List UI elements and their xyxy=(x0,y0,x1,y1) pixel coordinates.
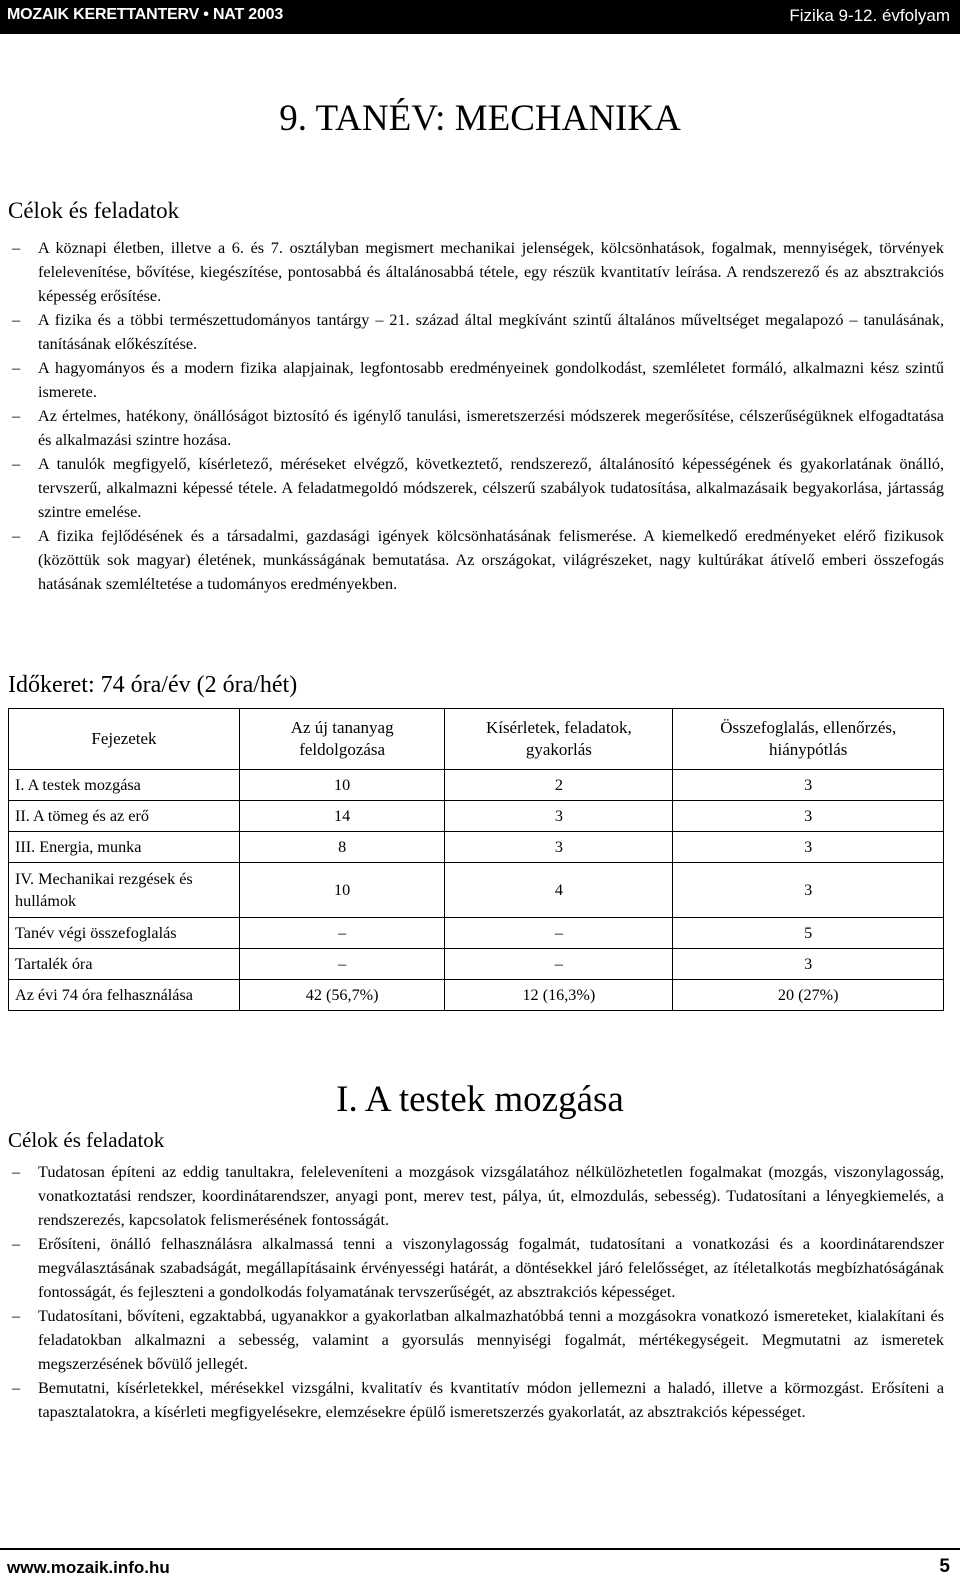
table-row xyxy=(9,801,944,832)
table-row xyxy=(9,863,944,918)
list-item-text: Bemutatni, kísérletekkel, mérésekkel vizsgálni, kvalitatív és kvantitatív módon jellemezni a haladó, illetve a körmozgást. Erősíteni a tapasztalatokra, a kísérleti megfigyelésekre, elemzésekre épülő ismeretszerzés gyakorlatát, az absztrakciós képességet. xyxy=(38,1379,944,1421)
table-header-row xyxy=(9,709,944,770)
page-footer xyxy=(0,1548,960,1586)
list-item xyxy=(10,404,944,452)
goals-list xyxy=(10,236,944,596)
table-cell: 10 xyxy=(240,770,445,801)
table-cell: 3 xyxy=(673,770,944,801)
table-cell: 3 xyxy=(673,949,944,980)
table-cell: Az évi 74 óra felhasználása xyxy=(9,980,240,1011)
hours-table xyxy=(8,708,944,1011)
section-heading-goals: Célok és feladatok xyxy=(8,1128,165,1152)
column-header: Kísérletek, feladatok, gyakorlás xyxy=(445,709,673,770)
chapter-title: 9. TANÉV: MECHANIKA xyxy=(279,98,681,139)
column-header: Az új tananyag feldolgozása xyxy=(240,709,445,770)
table-cell: I. A testek mozgása xyxy=(9,770,240,801)
list-item xyxy=(10,452,944,524)
table-row xyxy=(9,980,944,1011)
list-item-text: A tanulók megfigyelő, kísérletező, méréseket elvégző, következtető, rendszerező, általánosító képességének és gyakorlatának önálló, tervszerű, alkalmazni képessé tétele. A feladatmegoldó módszerek, célszerű szabályok tudatosítása, alkalmazásaik begyakorlása, jártasság szintre emelése. xyxy=(38,455,944,521)
table-row xyxy=(9,832,944,863)
table-row xyxy=(9,770,944,801)
timeframe-heading: Időkeret: 74 óra/év (2 óra/hét) xyxy=(8,672,298,698)
goals-list xyxy=(10,1160,944,1424)
list-item-text: A fizika fejlődésének és a társadalmi, gazdasági igények kölcsönhatásának felismerése. A kiemelkedő eredményeket elérő fizikusok (közöttük sok magyar) életének, munkásságának bemutatása. Az országokat, világrészeket, nagy kultúrákat átívelő emberi összefogás hatásának szemléltetése a tudományos eredményekben. xyxy=(38,527,944,593)
dash-bullet: – xyxy=(12,527,21,545)
column-header: Fejezetek xyxy=(9,709,240,770)
table-cell: – xyxy=(240,918,445,949)
running-header xyxy=(0,0,960,34)
table-cell: III. Energia, munka xyxy=(9,832,240,863)
table-cell: 20 (27%) xyxy=(673,980,944,1011)
table-cell: 10 xyxy=(240,863,445,918)
list-item xyxy=(10,1232,944,1304)
list-item-text: A fizika és a többi természettudományos tantárgy – 21. század által megkívánt szintű általános műveltséget megalapozó – tanulásának, tanításának előkészítése. xyxy=(38,311,944,353)
table-cell: 3 xyxy=(673,832,944,863)
dash-bullet: – xyxy=(12,1163,21,1181)
list-item-text: Tudatosítani, bővíteni, egzaktabbá, ugyanakkor a gyakorlatban alkalmazhatóbbá tenni a mozgásokra vonatkozó ismereteket, kialakítani és feladatokban alkalmazni a sebesség, valamint a gyorsulás mennyiségi fogalmát, mértékegységeit. Megmutatni az ismeretek megszerzésének bővülő jellegét. xyxy=(38,1307,944,1373)
table-cell: 3 xyxy=(673,801,944,832)
list-item xyxy=(10,1304,944,1376)
list-item-text: A hagyományos és a modern fizika alapjainak, legfontosabb eredményeinek gondolkodást, szemléletet formáló, alkalmazni kész szintű ismerete. xyxy=(38,359,944,401)
list-item xyxy=(10,524,944,596)
list-item-text: Az értelmes, hatékony, önállóságot biztosító és igénylő tanulási, ismeretszerzési módszerek megerősítése, célszerűségüknek elfogadtatása és alkalmazási szintre hozása. xyxy=(38,407,944,449)
table-cell: 3 xyxy=(445,832,673,863)
table-cell: II. A tömeg és az erő xyxy=(9,801,240,832)
table-cell: 2 xyxy=(445,770,673,801)
dash-bullet: – xyxy=(12,359,21,377)
dash-bullet: – xyxy=(12,407,21,425)
column-header: Összefoglalás, ellenőrzés, hiánypótlás xyxy=(673,709,944,770)
table-cell: 8 xyxy=(240,832,445,863)
table-row xyxy=(9,949,944,980)
footer-website: www.mozaik.info.hu xyxy=(7,1558,170,1577)
table-cell: Tanév végi összefoglalás xyxy=(9,918,240,949)
list-item xyxy=(10,1376,944,1424)
list-item-text: Erősíteni, önálló felhasználásra alkalmassá tenni a viszonylagosság fogalmát, tudatosítani a vonatkozási és a koordinátarendszer megválasztásának szabadságát, megállapításaink érvényességi határát, a döntésekkel járó felelősséget, az ítéletalkotás megbízhatóságának fontosságát, és fejleszteni a gondolkodás folyamatának tervszerűségét, az absztrakciós képességet. xyxy=(38,1235,944,1301)
page-number: 5 xyxy=(939,1556,950,1577)
dash-bullet: – xyxy=(12,311,21,329)
dash-bullet: – xyxy=(12,1235,21,1253)
table-cell: – xyxy=(445,949,673,980)
dash-bullet: – xyxy=(12,1379,21,1397)
table-cell: 5 xyxy=(673,918,944,949)
section-heading-goals: Célok és feladatok xyxy=(8,198,180,223)
dash-bullet: – xyxy=(12,1307,21,1325)
dash-bullet: – xyxy=(12,239,21,257)
table-cell: 4 xyxy=(445,863,673,918)
list-item xyxy=(10,236,944,308)
list-item xyxy=(10,1160,944,1232)
table-cell: – xyxy=(240,949,445,980)
list-item-text: A köznapi életben, illetve a 6. és 7. osztályban megismert mechanikai jelenségek, kölcsönhatások, fogalmak, mennyiségek, törvények felelevenítése, bővítése, kiegészítése, pontosabbá és általánosabbá tétele, egy részük kvantitatív leírása. A rendszerező és az absztrakciós képesség erősítése. xyxy=(38,239,944,305)
table-cell: 12 (16,3%) xyxy=(445,980,673,1011)
table-cell: 3 xyxy=(673,863,944,918)
table-cell: 14 xyxy=(240,801,445,832)
table-cell: – xyxy=(445,918,673,949)
dash-bullet: – xyxy=(12,455,21,473)
table-cell: Tartalék óra xyxy=(9,949,240,980)
table-cell: 3 xyxy=(445,801,673,832)
list-item-text: Tudatosan építeni az eddig tanultakra, feleleveníteni a mozgások vizsgálatához nélkülözhetetlen fogalmakat (mozgás, viszonylagosság, vonatkoztatási rendszer, koordinátarendszer, anyagi pont, merev test, pálya, út, elmozdulás, sebesség). Tudatosítani a lényegkiemelés, a rendszerezés, kapcsolatok felismerésének fontosságát. xyxy=(38,1163,944,1229)
table-cell: IV. Mechanikai rezgések és hullámok xyxy=(9,863,240,918)
table-row xyxy=(9,918,944,949)
list-item xyxy=(10,308,944,356)
header-subject: Fizika 9-12. évfolyam xyxy=(789,6,950,25)
table-cell: 42 (56,7%) xyxy=(240,980,445,1011)
list-item xyxy=(10,356,944,404)
header-series-title: MOZAIK KERETTANTERV • NAT 2003 xyxy=(7,6,284,23)
unit-title: I. A testek mozgása xyxy=(336,1079,624,1120)
